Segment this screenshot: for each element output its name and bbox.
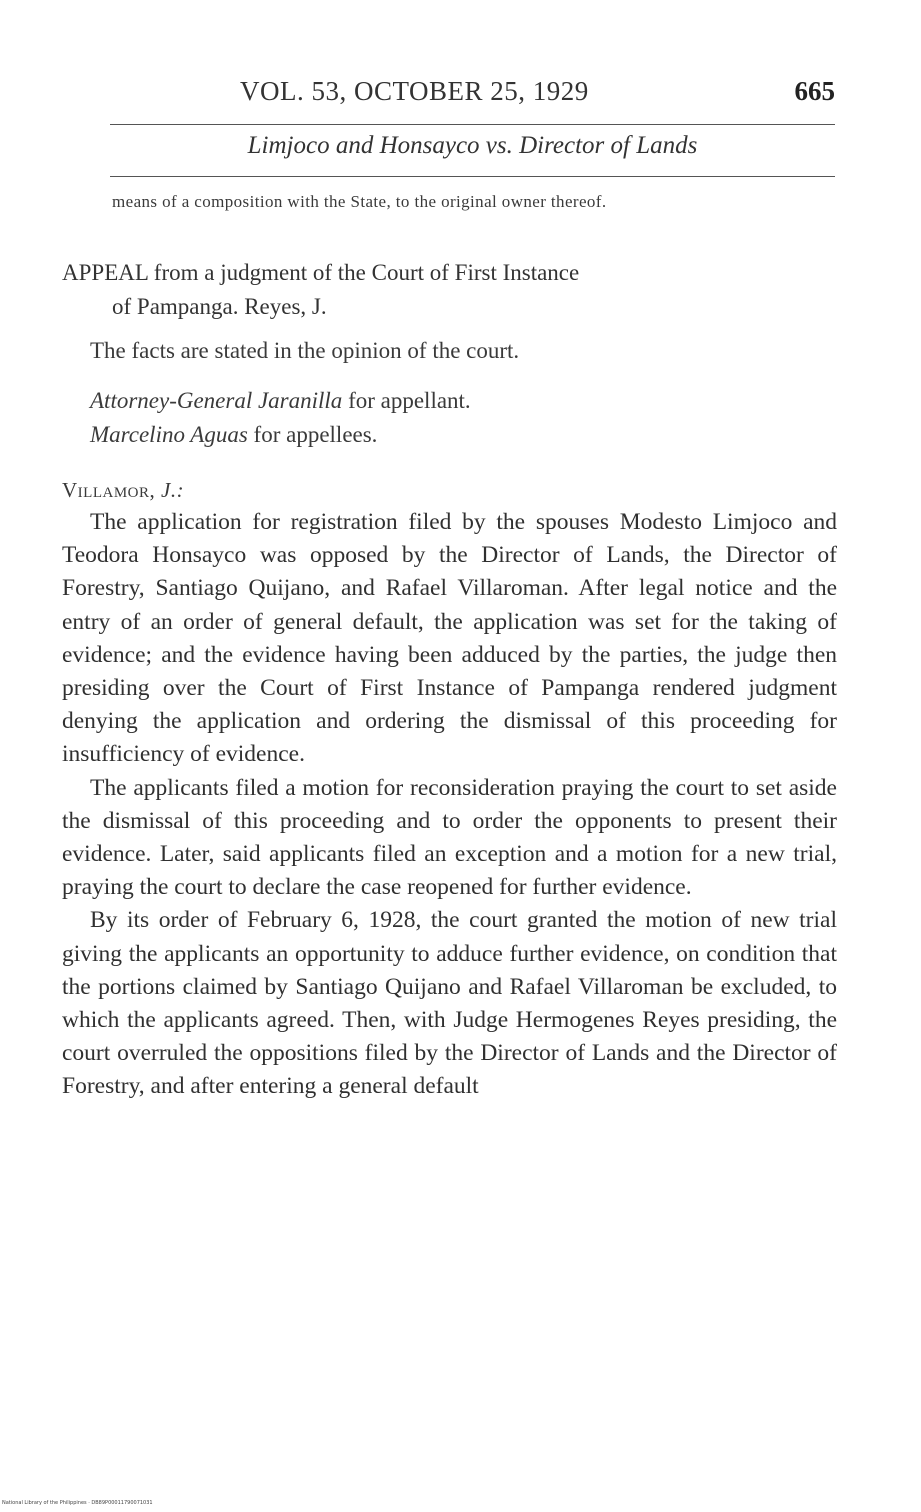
author-name: Villamor, xyxy=(62,478,156,502)
header-rule-bottom xyxy=(110,176,835,177)
running-title: VOL. 53, OCTOBER 25, 1929 xyxy=(240,76,589,106)
counsel-appellee xyxy=(90,418,471,452)
appeal-line-1: APPEAL from a judgment of the Court of First Instance xyxy=(62,260,580,285)
opinion-paragraph: The applicants filed a motion for reconsideration praying the court to set aside the dismissal of this proceeding and to order the opponents to present their evidence. Later, said applicants filed an exception and a motion for a new trial, praying the court to declare the case reopened for further evidence. xyxy=(62,774,837,901)
counsel-role: for appellant. xyxy=(342,388,471,413)
appeal-line-2: of Pampanga. Reyes, J. xyxy=(112,294,327,319)
opinion-paragraph: By its order of February 6, 1928, the court granted the motion of new trial giving the applicants an opportunity to adduce further evidence, on condition that the portions claimed by Santiago Quijano and Rafael Villaroman be excluded, to which the applicants agreed. Then, with Judge Hermogenes Reyes presiding, the court overruled the oppositions filed by the Director of Lands and the Director of Forestry, and after entering a general default xyxy=(62,907,837,1100)
page-header xyxy=(110,76,835,116)
counsel-appellant xyxy=(90,384,471,418)
page-number: 665 xyxy=(794,76,835,106)
counsel-block xyxy=(90,384,471,452)
opinion-author xyxy=(62,478,184,503)
syllabus-text: means of a composition with the State, to the original owner thereof. xyxy=(112,192,607,211)
opinion-body xyxy=(62,506,837,1104)
author-suffix: J.: xyxy=(155,478,185,502)
opinion-paragraph: The application for registration filed by the spouses Modesto Limjoco and Teodora Honsayco was opposed by the Director of Lands, the Director of Forestry, Santiago Quijano, and Rafael Villaroman. After legal notice and the entry of an order of general default, the application was set for the taking of evidence; and the evidence having been adduced by the parties, the judge then presiding over the Court of First Instance of Pampanga rendered judgment denying the application and ordering the dismissal of this proceeding for insufficiency of evidence. xyxy=(62,509,837,768)
header-rule-top xyxy=(110,124,835,125)
counsel-role: for appellees. xyxy=(247,422,378,447)
counsel-name: Marcelino Aguas xyxy=(90,422,248,447)
facts-statement: The facts are stated in the opinion of the court. xyxy=(90,338,520,363)
appeal-statement xyxy=(62,256,837,324)
case-title: Limjoco and Honsayco vs. Director of Lands xyxy=(247,132,698,159)
counsel-name: Attorney-General Jaranilla xyxy=(90,388,343,413)
scan-footer: National Library of the Philippines · DB89P00011790071031 xyxy=(2,1500,153,1506)
